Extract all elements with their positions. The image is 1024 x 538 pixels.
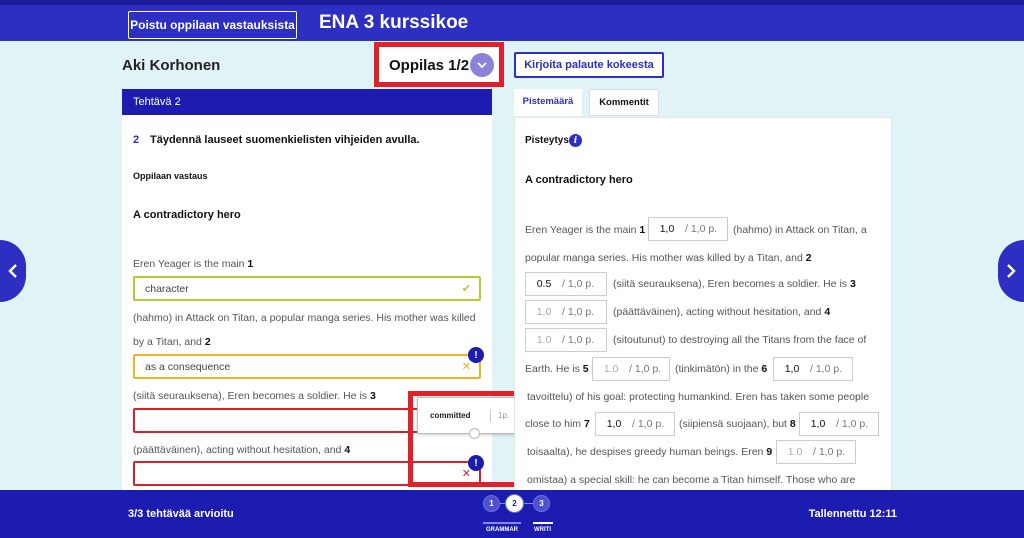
section-writing[interactable]: WRITI [534,527,551,533]
correct-answer-popup [417,397,520,434]
exam-title: ENA 3 kurssikoe [319,12,469,33]
bottom-bar [0,490,1024,538]
previous-arrow-icon[interactable] [0,240,26,302]
popup-word: committed [430,411,471,420]
score-value: 1,0 [659,223,675,235]
text-line: (sitoutunut) to destroying all the Titans from the face of [613,334,867,346]
section-grammar[interactable]: GRAMMAR [486,527,518,533]
alert-icon[interactable]: ! [468,455,484,471]
student-selector-label: Oppilas 1/2 [389,57,470,74]
question-instruction: Täydennä lauseet suomenkielisten vihjeiden avulla. [150,134,420,146]
popup-pointer [469,428,480,439]
score-value: 1.0 [787,446,803,458]
section-underline-active [533,522,553,524]
text-line: (tinkimätön) in the 6 [675,363,768,375]
scoring-panel [514,117,892,495]
text-line: (siipiensä suojaan), but 8 [679,418,796,430]
popup-points: 1p. [498,411,510,420]
task-header: Tehtävä 2 [122,89,492,115]
score-input-6[interactable] [773,357,853,381]
question-number: 2 [133,134,140,146]
text-line: (siitä seurauksena), Eren becomes a soldier. He is 3 [613,278,856,290]
score-max: / 1,0 p. [629,363,662,375]
score-input-2[interactable] [525,272,607,296]
tab-points[interactable]: Pistemäärä [514,89,582,116]
text-line: popular manga series. His mother was killed by a Titan, and 2 [525,252,812,264]
text-line: omistaa) a special skill: he can become a Titan himself. Those who are [527,474,856,486]
score-input-3[interactable] [525,300,607,324]
next-arrow-icon[interactable] [998,240,1024,302]
text-line: close to him 7 [525,418,590,430]
text-line: Eren Yeager is the main 1 [133,258,254,270]
write-feedback-button[interactable]: Kirjoita palaute kokeesta [514,52,664,78]
score-max: / 1,0 p. [810,363,843,375]
answer-box-1[interactable] [133,276,481,301]
exit-answers-button[interactable]: Poistu oppilaan vastauksista [128,11,297,39]
score-value: 0.5 [536,278,552,290]
score-input-7[interactable] [595,412,675,436]
answer-label: Oppilaan vastaus [133,171,208,181]
score-input-9[interactable] [776,440,856,464]
essay-title: A contradictory hero [133,209,241,221]
score-max: / 1,0 p. [685,223,718,235]
score-max: / 1,0 p. [813,446,846,458]
answer-value: character [145,283,189,295]
score-input-4[interactable] [525,328,607,352]
chevron-down-icon[interactable] [470,53,494,77]
saved-status: Tallennettu 12:11 [808,508,897,520]
check-icon: ✔ [461,283,471,295]
student-name: Aki Korhonen [122,57,221,74]
score-input-8[interactable] [799,412,879,436]
score-max: / 1,0 p. [562,334,595,346]
text-line: (hahmo) in Attack on Titan, a popular manga series. His mother was killed [133,312,476,324]
answer-box-2[interactable] [133,354,481,379]
score-input-1[interactable] [648,217,728,241]
step-1[interactable]: 1 [483,495,500,512]
text-line: (siitä seurauksena), Eren becomes a soldier. He is 3 [133,390,376,402]
top-bar [0,0,1024,41]
text-line: (päättäväinen), acting without hesitation, and 4 [133,444,351,456]
score-value: 1,0 [810,418,826,430]
graded-status: 3/3 tehtävää arvioitu [128,508,234,520]
text-line: toisaalta), he despises greedy human beings. Eren 9 [527,446,773,458]
score-value: 1,0 [606,418,622,430]
text-line: Eren Yeager is the main 1 [525,224,646,236]
score-value: 1.0 [603,363,619,375]
score-max: / 1,0 p. [562,278,595,290]
cross-icon: ✕ [461,468,471,480]
text-line: by a Titan, and 2 [133,336,211,348]
text-line: (hahmo) in Attack on Titan, a [733,224,867,236]
score-input-5[interactable] [592,357,670,381]
text-line: (päättäväinen), acting without hesitation, and 4 [613,306,831,318]
answer-value: as a consequence [145,361,231,373]
divider [490,409,491,422]
score-max: / 1,0 p. [632,418,665,430]
student-selector[interactable] [374,42,504,87]
scoring-label: Pisteytys [525,135,569,146]
info-icon[interactable]: i [569,134,582,147]
text-line: tavoittelu) of his goal: protecting humankind. Eren has taken some people [527,391,870,403]
score-value: 1.0 [536,306,552,318]
tab-comments[interactable]: Kommentit [589,89,659,116]
alert-icon[interactable]: ! [468,347,484,363]
cross-icon: ✕ [461,361,471,373]
score-value: 1,0 [784,363,800,375]
text-line: Earth. He is 5 [525,363,589,375]
section-underline [483,522,521,524]
score-value: 1.0 [536,334,552,346]
step-3[interactable]: 3 [533,495,550,512]
score-max: / 1,0 p. [836,418,869,430]
scoring-essay-title: A contradictory hero [525,174,633,186]
score-max: / 1,0 p. [562,306,595,318]
step-2[interactable]: 2 [505,494,524,513]
